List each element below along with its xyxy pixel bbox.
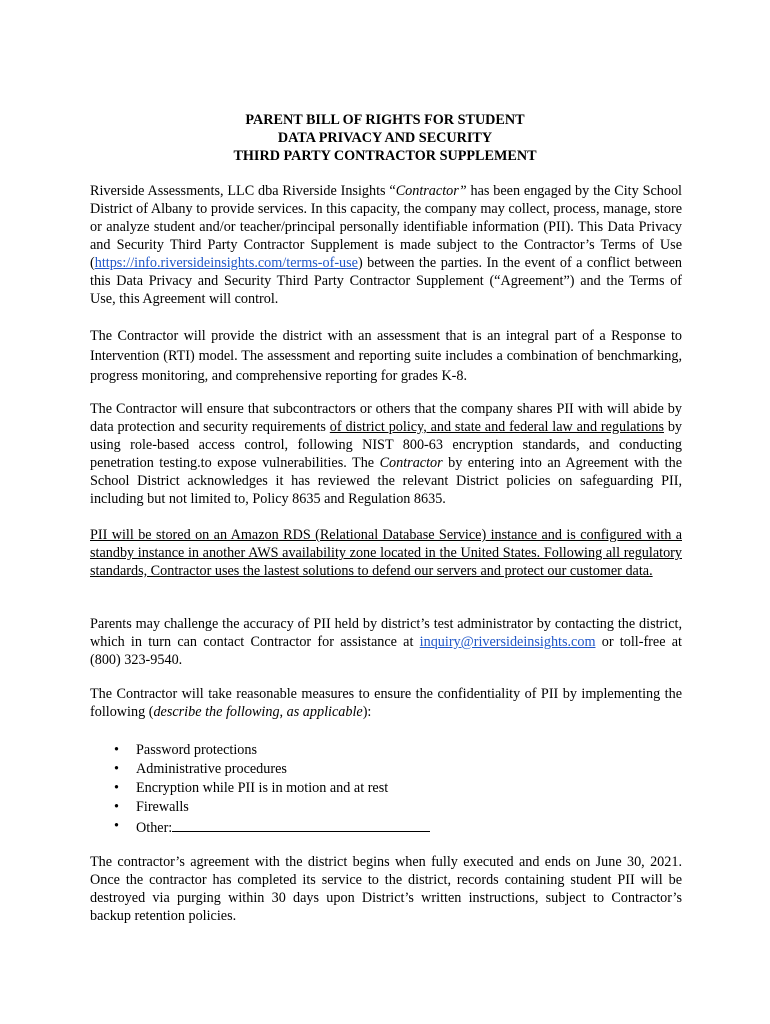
list-item-label: Firewalls	[136, 799, 189, 815]
title-line-3: THIRD PARTY CONTRACTOR SUPPLEMENT	[233, 148, 537, 164]
list-item-label: Administrative procedures	[136, 761, 287, 777]
bullet-icon: •	[114, 780, 119, 796]
subcontractors-paragraph	[90, 400, 682, 508]
services-paragraph: The Contractor will provide the district with an assessment that is an integral part of a Response to Intervention (RTI) model. The assessment and reporting suite includes a combination of benchmarking, progress monitoring, and comprehensive reporting for grades K-8.	[90, 328, 682, 384]
document-title	[90, 111, 680, 165]
terms-of-use-link[interactable]: https://info.riversideinsights.com/terms-of-use	[94, 255, 358, 271]
challenge-text-b: or toll-free at (800) 323-9540.	[90, 634, 682, 668]
measures-text-c: ):	[362, 704, 372, 720]
other-blank-line[interactable]	[172, 817, 430, 832]
intro-text-a: Riverside Assessments, LLC dba Riverside Insights “	[90, 183, 396, 199]
intro-text-c: has been engaged by the City School District of Albany to provide services. In this capacity, the company may collect, process, manage, store or analyze student and/or teacher/principal personally identifiable information (PII). This Data Privacy and Security Third Party Contractor Supplement is made subject to the Contractor’s Terms of Use (	[90, 183, 682, 271]
title-line-2: DATA PRIVACY AND SECURITY	[277, 130, 493, 146]
subcontractors-contractor-term: Contractor	[379, 455, 443, 471]
list-item	[90, 817, 490, 836]
inquiry-email-link[interactable]: inquiry@riversideinsights.com	[419, 634, 596, 650]
subcontractors-text-c: by using role-based access control, following NIST 800-63 encryption standards, and conducting penetration testing.to expose vulnerabilities. The	[90, 419, 683, 471]
measures-italic: describe the following, as applicable	[153, 704, 363, 720]
list-item-label: Password protections	[136, 742, 257, 758]
list-item-label: Other:	[136, 820, 173, 836]
term-paragraph: The contractor’s agreement with the district begins when fully executed and ends on June 30, 2021. Once the contractor has completed its service to the district, records containing student PII will be destroyed via purging within 30 days upon District’s written instructions, subject to Contractor’s backup retention policies.	[90, 854, 682, 924]
list-item-label: Encryption while PII is in motion and at rest	[136, 780, 389, 796]
subcontractors-underlined: of district policy, and state and federal law and regulations	[329, 419, 664, 435]
intro-paragraph	[90, 182, 682, 308]
measures-list	[90, 741, 490, 836]
list-item	[90, 741, 490, 760]
intro-contractor-term: Contractor”	[395, 183, 467, 199]
bullet-icon: •	[114, 742, 119, 758]
bullet-icon: •	[114, 761, 119, 777]
measures-paragraph	[90, 685, 682, 721]
challenge-paragraph	[90, 615, 682, 669]
measures-text-a: The Contractor will take reasonable measures to ensure the confidentiality of PII by implementing the following (	[90, 686, 682, 720]
storage-paragraph: PII will be stored on an Amazon RDS (Relational Database Service) instance and is configured with a standby instance in another AWS availability zone located in the United States. Following all regulatory standards, Contractor uses the lastest solutions to defend our servers and protect our customer data.	[90, 527, 682, 579]
challenge-text-a: Parents may challenge the accuracy of PII held by district’s test administrator by contacting the district, which in turn can contact Contractor for assistance at	[90, 616, 682, 650]
list-item	[90, 760, 490, 779]
list-item	[90, 779, 490, 798]
title-line-1: PARENT BILL OF RIGHTS FOR STUDENT	[245, 112, 525, 128]
list-item	[90, 798, 490, 817]
subcontractors-text-a: The Contractor will ensure that subcontractors or others that the company shares PII with will abide by data protection and security requirements	[90, 401, 682, 435]
subcontractors-text-e: by entering into an Agreement with the School District acknowledges it has reviewed the relevant District policies on safeguarding PII, including but not limited to, Policy 8635 and Regulation 8635.	[90, 455, 682, 507]
bullet-icon: •	[114, 799, 119, 815]
intro-text-d: ) between the parties. In the event of a conflict between this Data Privacy and Security Third Party Contractor Supplement (“Agreement”) and the Terms of Use, this Agreement will control.	[90, 255, 682, 307]
bullet-icon: •	[114, 818, 119, 834]
